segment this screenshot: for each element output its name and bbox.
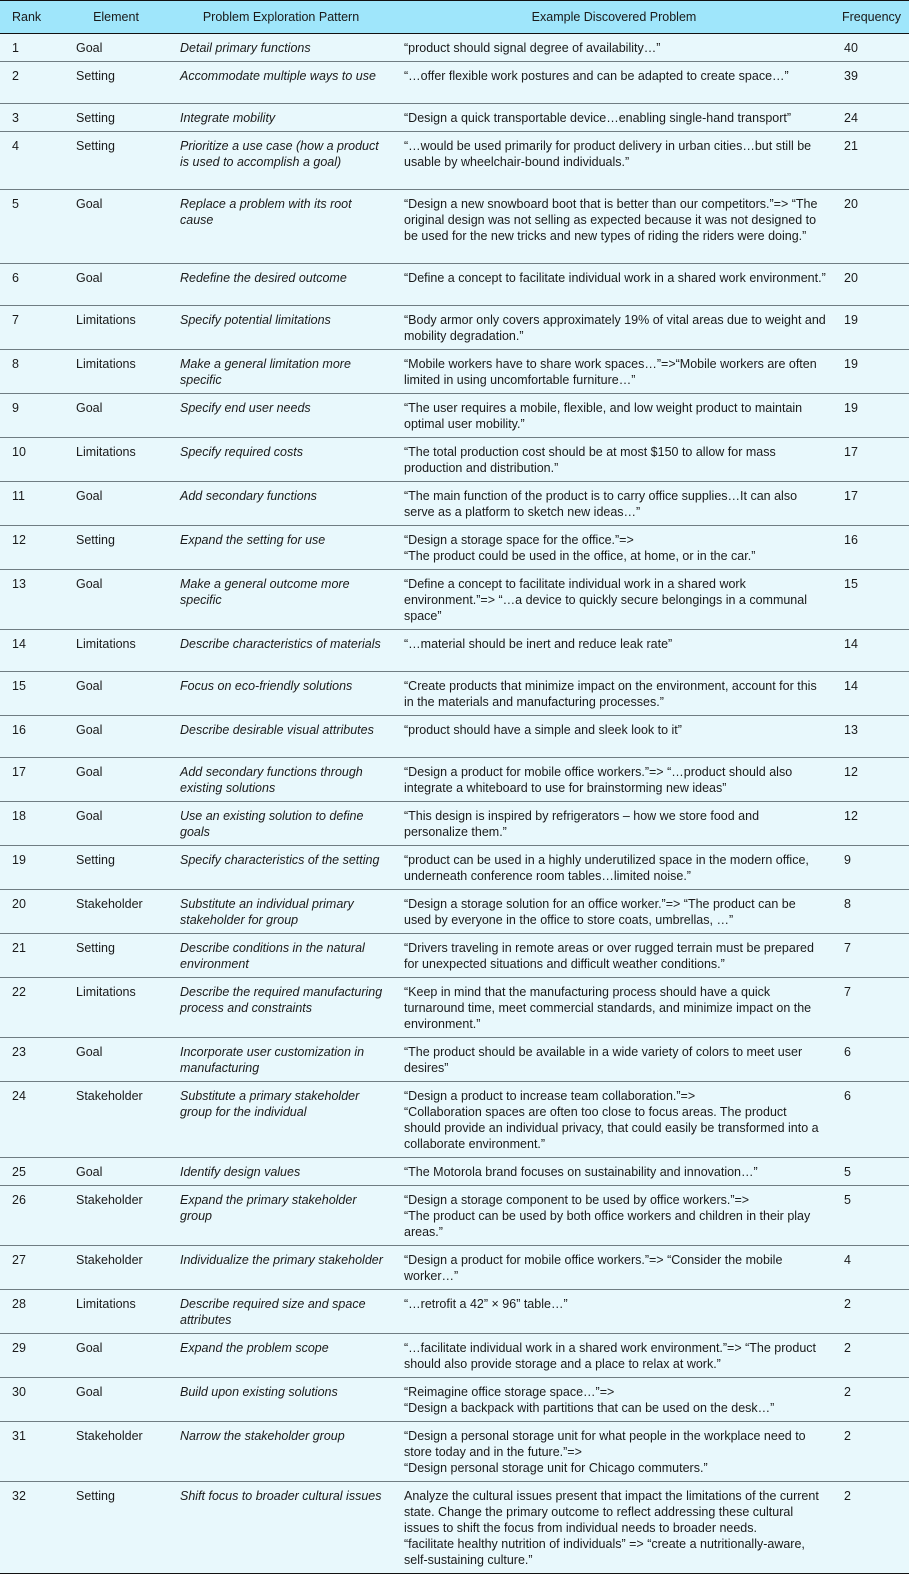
- cell-element: Limitations: [64, 438, 168, 482]
- cell-example: “Design a product to increase team collaboration.”=> “Collaboration spaces are often too close to focus areas. The product should provide an individual privacy, that could easily be transformed into a collaborate environment.”: [394, 1082, 834, 1158]
- cell-frequency: 20: [834, 190, 909, 264]
- cell-element: Limitations: [64, 1290, 168, 1334]
- cell-pattern: Use an existing solution to define goals: [168, 802, 394, 846]
- cell-pattern: Specify potential limitations: [168, 306, 394, 350]
- table-row: [0, 62, 909, 104]
- header-frequency: Frequency: [834, 1, 909, 34]
- cell-pattern: Expand the problem scope: [168, 1334, 394, 1378]
- header-element: Element: [64, 1, 168, 34]
- cell-rank: 18: [0, 802, 64, 846]
- cell-pattern: Accommodate multiple ways to use: [168, 62, 394, 104]
- cell-example: “Design a new snowboard boot that is better than our competitors.”=> “The original design was not selling as expected because it was not designed to be used for the new tricks and new types of riding the riders were doing.”: [394, 190, 834, 264]
- cell-pattern: Integrate mobility: [168, 104, 394, 132]
- header-row: [0, 1, 909, 34]
- cell-frequency: 2: [834, 1482, 909, 1574]
- cell-element: Stakeholder: [64, 1422, 168, 1482]
- cell-rank: 13: [0, 570, 64, 630]
- cell-element: Setting: [64, 104, 168, 132]
- cell-frequency: 16: [834, 526, 909, 570]
- table-row: [0, 934, 909, 978]
- table-row: [0, 890, 909, 934]
- cell-element: Setting: [64, 846, 168, 890]
- cell-element: Goal: [64, 264, 168, 306]
- cell-frequency: 9: [834, 846, 909, 890]
- cell-pattern: Substitute a primary stakeholder group for the individual: [168, 1082, 394, 1158]
- cell-rank: 4: [0, 132, 64, 190]
- cell-rank: 21: [0, 934, 64, 978]
- cell-element: Stakeholder: [64, 1186, 168, 1246]
- cell-frequency: 14: [834, 672, 909, 716]
- cell-example: “Create products that minimize impact on the environment, account for this in the materials and manufacturing processes.”: [394, 672, 834, 716]
- cell-example: “product should have a simple and sleek look to it”: [394, 716, 834, 758]
- cell-example: “Mobile workers have to share work spaces…”=>“Mobile workers are often limited in using uncomfortable furniture…”: [394, 350, 834, 394]
- cell-pattern: Expand the setting for use: [168, 526, 394, 570]
- cell-rank: 9: [0, 394, 64, 438]
- cell-rank: 25: [0, 1158, 64, 1186]
- cell-example: “…retrofit a 42” × 96” table…”: [394, 1290, 834, 1334]
- cell-example: “Design a storage solution for an office worker.”=> “The product can be used by everyone in the office to store coats, umbrellas, …”: [394, 890, 834, 934]
- table-row: [0, 438, 909, 482]
- table-row: [0, 630, 909, 672]
- cell-pattern: Identify design values: [168, 1158, 394, 1186]
- cell-frequency: 20: [834, 264, 909, 306]
- cell-example: “Design a storage space for the office.”=> “The product could be used in the office, at home, or in the car.”: [394, 526, 834, 570]
- cell-element: Limitations: [64, 630, 168, 672]
- cell-example: “Body armor only covers approximately 19% of vital areas due to weight and mobility degradation.”: [394, 306, 834, 350]
- cell-pattern: Make a general outcome more specific: [168, 570, 394, 630]
- cell-pattern: Build upon existing solutions: [168, 1378, 394, 1422]
- cell-frequency: 8: [834, 890, 909, 934]
- cell-element: Goal: [64, 394, 168, 438]
- cell-rank: 3: [0, 104, 64, 132]
- cell-element: Setting: [64, 132, 168, 190]
- cell-rank: 23: [0, 1038, 64, 1082]
- cell-pattern: Narrow the stakeholder group: [168, 1422, 394, 1482]
- table-row: [0, 1378, 909, 1422]
- cell-example: “…would be used primarily for product delivery in urban cities…but still be usable by wheelchair-bound individuals.”: [394, 132, 834, 190]
- table-row: [0, 1422, 909, 1482]
- table-row: [0, 306, 909, 350]
- cell-pattern: Describe characteristics of materials: [168, 630, 394, 672]
- cell-frequency: 2: [834, 1290, 909, 1334]
- cell-pattern: Describe conditions in the natural environment: [168, 934, 394, 978]
- table-row: [0, 394, 909, 438]
- cell-rank: 17: [0, 758, 64, 802]
- cell-rank: 2: [0, 62, 64, 104]
- cell-frequency: 17: [834, 482, 909, 526]
- cell-example: “…facilitate individual work in a shared work environment.”=> “The product should also provide storage and a place to relax at work.”: [394, 1334, 834, 1378]
- cell-rank: 27: [0, 1246, 64, 1290]
- cell-frequency: 14: [834, 630, 909, 672]
- cell-rank: 22: [0, 978, 64, 1038]
- cell-element: Limitations: [64, 306, 168, 350]
- cell-element: Setting: [64, 934, 168, 978]
- cell-rank: 31: [0, 1422, 64, 1482]
- cell-element: Goal: [64, 802, 168, 846]
- cell-element: Goal: [64, 758, 168, 802]
- cell-rank: 15: [0, 672, 64, 716]
- cell-frequency: 19: [834, 306, 909, 350]
- cell-pattern: Add secondary functions: [168, 482, 394, 526]
- cell-example: “Design a product for mobile office workers.”=> “Consider the mobile worker…”: [394, 1246, 834, 1290]
- table-body: [0, 34, 909, 1574]
- cell-pattern: Specify required costs: [168, 438, 394, 482]
- cell-element: Goal: [64, 34, 168, 62]
- table-row: [0, 34, 909, 62]
- cell-rank: 28: [0, 1290, 64, 1334]
- cell-frequency: 4: [834, 1246, 909, 1290]
- table-row: [0, 846, 909, 890]
- cell-example: “The total production cost should be at most $150 to allow for mass production and distribution.”: [394, 438, 834, 482]
- table-row: [0, 1158, 909, 1186]
- cell-rank: 8: [0, 350, 64, 394]
- cell-frequency: 5: [834, 1186, 909, 1246]
- cell-example: “Drivers traveling in remote areas or over rugged terrain must be prepared for unexpected situations and difficult weather conditions.”: [394, 934, 834, 978]
- header-pattern: Problem Exploration Pattern: [168, 1, 394, 34]
- cell-example: “product should signal degree of availability…”: [394, 34, 834, 62]
- cell-element: Limitations: [64, 978, 168, 1038]
- cell-element: Stakeholder: [64, 1082, 168, 1158]
- cell-example: “This design is inspired by refrigerators – how we store food and personalize them.”: [394, 802, 834, 846]
- cell-frequency: 12: [834, 802, 909, 846]
- cell-rank: 24: [0, 1082, 64, 1158]
- header-rank: Rank: [0, 1, 64, 34]
- cell-frequency: 5: [834, 1158, 909, 1186]
- table-row: [0, 1482, 909, 1574]
- cell-example: “The product should be available in a wide variety of colors to meet user desires”: [394, 1038, 834, 1082]
- cell-element: Limitations: [64, 350, 168, 394]
- cell-pattern: Make a general limitation more specific: [168, 350, 394, 394]
- cell-rank: 11: [0, 482, 64, 526]
- cell-frequency: 15: [834, 570, 909, 630]
- cell-rank: 12: [0, 526, 64, 570]
- cell-pattern: Specify characteristics of the setting: [168, 846, 394, 890]
- cell-frequency: 6: [834, 1038, 909, 1082]
- cell-element: Setting: [64, 526, 168, 570]
- cell-element: Goal: [64, 570, 168, 630]
- cell-element: Goal: [64, 190, 168, 264]
- table-row: [0, 570, 909, 630]
- cell-rank: 30: [0, 1378, 64, 1422]
- table-row: [0, 802, 909, 846]
- cell-pattern: Replace a problem with its root cause: [168, 190, 394, 264]
- cell-rank: 6: [0, 264, 64, 306]
- table-row: [0, 1082, 909, 1158]
- cell-rank: 14: [0, 630, 64, 672]
- table-row: [0, 104, 909, 132]
- table-row: [0, 190, 909, 264]
- cell-element: Goal: [64, 716, 168, 758]
- cell-frequency: 21: [834, 132, 909, 190]
- cell-frequency: 40: [834, 34, 909, 62]
- cell-rank: 26: [0, 1186, 64, 1246]
- cell-element: Stakeholder: [64, 890, 168, 934]
- cell-frequency: 19: [834, 350, 909, 394]
- cell-frequency: 2: [834, 1378, 909, 1422]
- cell-frequency: 24: [834, 104, 909, 132]
- cell-pattern: Describe the required manufacturing process and constraints: [168, 978, 394, 1038]
- cell-rank: 19: [0, 846, 64, 890]
- cell-example: “Keep in mind that the manufacturing process should have a quick turnaround time, meet commercial standards, and minimize impact on the environment.”: [394, 978, 834, 1038]
- cell-example: “The Motorola brand focuses on sustainability and innovation…”: [394, 1158, 834, 1186]
- table-row: [0, 350, 909, 394]
- cell-example: “Design a storage component to be used by office workers.”=> “The product can be used by both office workers and children in their play areas.”: [394, 1186, 834, 1246]
- cell-rank: 32: [0, 1482, 64, 1574]
- cell-example: “Reimagine office storage space…”=> “Design a backpack with partitions that can be used on the desk…”: [394, 1378, 834, 1422]
- cell-frequency: 7: [834, 934, 909, 978]
- cell-frequency: 6: [834, 1082, 909, 1158]
- cell-element: Goal: [64, 672, 168, 716]
- cell-rank: 29: [0, 1334, 64, 1378]
- cell-example: Analyze the cultural issues present that impact the limitations of the current state. Change the primary outcome to reflect addressing these cultural issues to shift the focus from individual needs to broader needs. “facilitate healthy nutrition of individuals” => “create a nutritionally-aware, self-sustaining culture.”: [394, 1482, 834, 1574]
- cell-element: Setting: [64, 62, 168, 104]
- table-row: [0, 978, 909, 1038]
- cell-pattern: Describe required size and space attributes: [168, 1290, 394, 1334]
- cell-element: Goal: [64, 482, 168, 526]
- cell-example: “The main function of the product is to carry office supplies…It can also serve as a platform to sketch new ideas…”: [394, 482, 834, 526]
- cell-frequency: 2: [834, 1334, 909, 1378]
- cell-element: Goal: [64, 1038, 168, 1082]
- cell-pattern: Focus on eco-friendly solutions: [168, 672, 394, 716]
- cell-example: “Define a concept to facilitate individual work in a shared work environment.”=> “…a device to quickly secure belongings in a communal space”: [394, 570, 834, 630]
- table-row: [0, 1246, 909, 1290]
- cell-frequency: 13: [834, 716, 909, 758]
- cell-pattern: Redefine the desired outcome: [168, 264, 394, 306]
- cell-pattern: Describe desirable visual attributes: [168, 716, 394, 758]
- table-row: [0, 264, 909, 306]
- cell-pattern: Detail primary functions: [168, 34, 394, 62]
- cell-example: “Design a personal storage unit for what people in the workplace need to store today and in the future.”=> “Design personal storage unit for Chicago commuters.”: [394, 1422, 834, 1482]
- cell-pattern: Incorporate user customization in manufacturing: [168, 1038, 394, 1082]
- cell-example: “The user requires a mobile, flexible, and low weight product to maintain optimal user mobility.”: [394, 394, 834, 438]
- table-row: [0, 1038, 909, 1082]
- table-row: [0, 1290, 909, 1334]
- cell-example: “Design a product for mobile office workers.”=> “…product should also integrate a whiteboard to use for brainstorming new ideas”: [394, 758, 834, 802]
- cell-frequency: 7: [834, 978, 909, 1038]
- cell-pattern: Individualize the primary stakeholder: [168, 1246, 394, 1290]
- cell-rank: 16: [0, 716, 64, 758]
- table-row: [0, 1334, 909, 1378]
- cell-pattern: Substitute an individual primary stakeholder for group: [168, 890, 394, 934]
- table-row: [0, 132, 909, 190]
- table-row: [0, 526, 909, 570]
- cell-rank: 1: [0, 34, 64, 62]
- table-row: [0, 758, 909, 802]
- cell-pattern: Add secondary functions through existing solutions: [168, 758, 394, 802]
- table-row: [0, 1186, 909, 1246]
- cell-frequency: 2: [834, 1422, 909, 1482]
- cell-frequency: 17: [834, 438, 909, 482]
- cell-frequency: 39: [834, 62, 909, 104]
- cell-pattern: Specify end user needs: [168, 394, 394, 438]
- cell-pattern: Expand the primary stakeholder group: [168, 1186, 394, 1246]
- cell-rank: 7: [0, 306, 64, 350]
- cell-example: “…offer flexible work postures and can be adapted to create space…”: [394, 62, 834, 104]
- table-row: [0, 672, 909, 716]
- cell-example: “Define a concept to facilitate individual work in a shared work environment.”: [394, 264, 834, 306]
- cell-pattern: Prioritize a use case (how a product is used to accomplish a goal): [168, 132, 394, 190]
- cell-element: Stakeholder: [64, 1246, 168, 1290]
- cell-pattern: Shift focus to broader cultural issues: [168, 1482, 394, 1574]
- cell-frequency: 19: [834, 394, 909, 438]
- cell-example: “Design a quick transportable device…enabling single-hand transport”: [394, 104, 834, 132]
- cell-rank: 5: [0, 190, 64, 264]
- cell-rank: 20: [0, 890, 64, 934]
- cell-element: Goal: [64, 1378, 168, 1422]
- table-row: [0, 716, 909, 758]
- cell-element: Goal: [64, 1158, 168, 1186]
- table-row: [0, 482, 909, 526]
- cell-rank: 10: [0, 438, 64, 482]
- cell-frequency: 12: [834, 758, 909, 802]
- header-example: Example Discovered Problem: [394, 1, 834, 34]
- cell-element: Goal: [64, 1334, 168, 1378]
- cell-example: “…material should be inert and reduce leak rate”: [394, 630, 834, 672]
- cell-example: “product can be used in a highly underutilized space in the modern office, underneath conference room tables…limited noise.”: [394, 846, 834, 890]
- cell-element: Setting: [64, 1482, 168, 1574]
